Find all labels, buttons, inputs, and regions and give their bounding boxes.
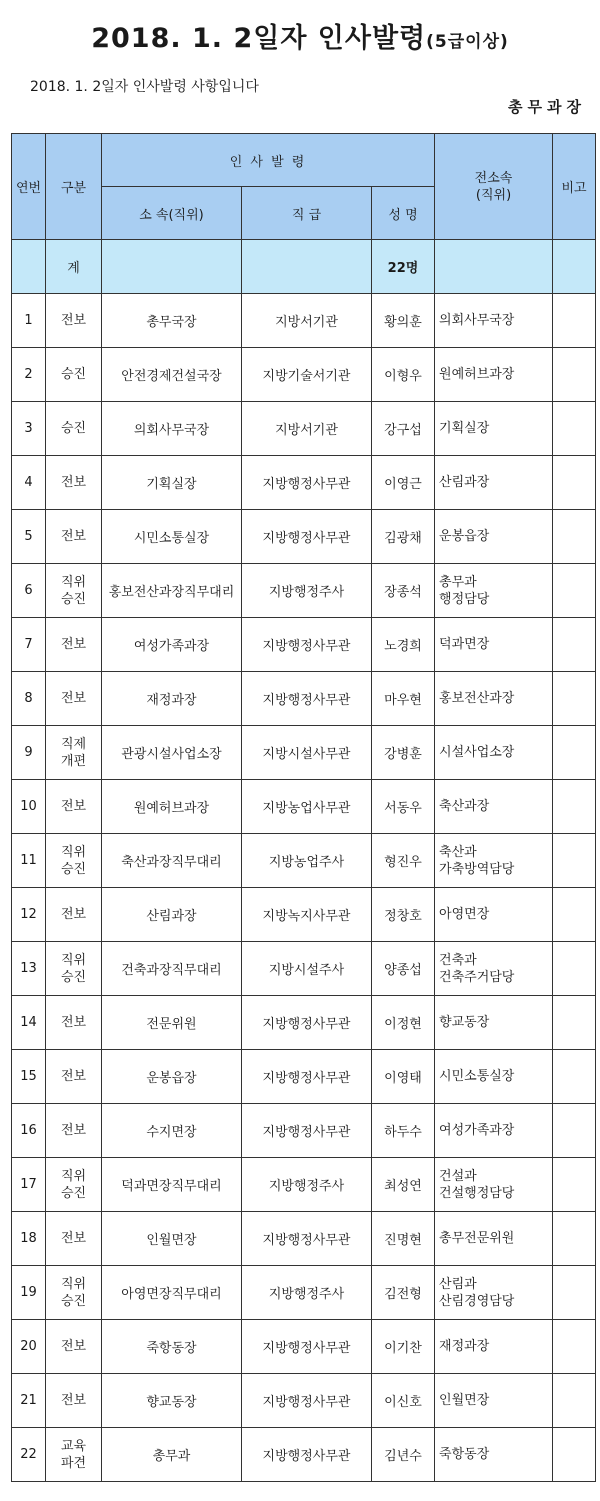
row-dept: 의회사무국장 [102, 402, 242, 456]
row-no: 2 [12, 348, 46, 402]
row-type: 전보 [46, 672, 102, 726]
total-no [12, 240, 46, 294]
row-note [553, 1428, 596, 1482]
table-row [12, 1320, 596, 1374]
table-row [12, 1428, 596, 1482]
row-dept: 운봉읍장 [102, 1050, 242, 1104]
row-name: 황의훈 [372, 294, 435, 348]
row-no: 19 [12, 1266, 46, 1320]
row-grade: 지방기술서기관 [242, 348, 372, 402]
row-no: 5 [12, 510, 46, 564]
table-row [12, 834, 596, 888]
row-type: 직위 승진 [46, 1158, 102, 1212]
row-name: 진명현 [372, 1212, 435, 1266]
table-header [12, 134, 596, 240]
total-label: 계 [46, 240, 102, 294]
row-name: 장종석 [372, 564, 435, 618]
row-note [553, 1374, 596, 1428]
table-row [12, 564, 596, 618]
row-prev: 산림과장 [435, 456, 553, 510]
row-note [553, 726, 596, 780]
header-dept: 소 속(직위) [102, 187, 242, 240]
row-note [553, 888, 596, 942]
row-grade: 지방행정사무관 [242, 1104, 372, 1158]
row-note [553, 1266, 596, 1320]
row-no: 15 [12, 1050, 46, 1104]
row-dept: 수지면장 [102, 1104, 242, 1158]
table-row [12, 672, 596, 726]
row-grade: 지방행정사무관 [242, 1374, 372, 1428]
row-name: 이신호 [372, 1374, 435, 1428]
row-name: 하두수 [372, 1104, 435, 1158]
table-row [12, 402, 596, 456]
row-prev: 재정과장 [435, 1320, 553, 1374]
table-row [12, 942, 596, 996]
row-name: 최성연 [372, 1158, 435, 1212]
table-row [12, 780, 596, 834]
row-dept: 전문위원 [102, 996, 242, 1050]
row-note [553, 510, 596, 564]
intro-text: 2018. 1. 2일자 인사발령 사항입니다 [30, 79, 259, 95]
row-dept: 관광시설사업소장 [102, 726, 242, 780]
row-type: 승진 [46, 348, 102, 402]
row-grade: 지방농업주사 [242, 834, 372, 888]
page-title [0, 16, 600, 55]
row-prev: 건설과 건설행정담당 [435, 1158, 553, 1212]
row-no: 9 [12, 726, 46, 780]
table-row [12, 726, 596, 780]
row-prev: 여성가족과장 [435, 1104, 553, 1158]
header-prev: 전소속 (직위) [435, 134, 553, 240]
total-dept [102, 240, 242, 294]
row-name: 마우현 [372, 672, 435, 726]
row-grade: 지방행정사무관 [242, 1428, 372, 1482]
row-note [553, 294, 596, 348]
row-no: 12 [12, 888, 46, 942]
table-row [12, 456, 596, 510]
row-note [553, 834, 596, 888]
row-no: 8 [12, 672, 46, 726]
row-prev: 운봉읍장 [435, 510, 553, 564]
row-note [553, 942, 596, 996]
personnel-table [11, 133, 596, 1482]
table-row [12, 618, 596, 672]
row-grade: 지방행정주사 [242, 1158, 372, 1212]
row-type: 전보 [46, 510, 102, 564]
header-grade: 직 급 [242, 187, 372, 240]
row-note [553, 672, 596, 726]
row-prev: 산림과 산림경영담당 [435, 1266, 553, 1320]
row-dept: 총무국장 [102, 294, 242, 348]
row-prev: 홍보전산과장 [435, 672, 553, 726]
row-grade: 지방행정사무관 [242, 996, 372, 1050]
header-note: 비고 [553, 134, 596, 240]
row-no: 16 [12, 1104, 46, 1158]
row-prev: 총무전문위원 [435, 1212, 553, 1266]
row-note [553, 618, 596, 672]
row-type: 전보 [46, 1320, 102, 1374]
row-type: 전보 [46, 1050, 102, 1104]
row-dept: 기획실장 [102, 456, 242, 510]
row-dept: 시민소통실장 [102, 510, 242, 564]
row-name: 형진우 [372, 834, 435, 888]
row-type: 전보 [46, 1104, 102, 1158]
row-type: 직위 승진 [46, 834, 102, 888]
row-note [553, 1104, 596, 1158]
row-grade: 지방행정사무관 [242, 672, 372, 726]
row-dept: 축산과장직무대리 [102, 834, 242, 888]
row-no: 22 [12, 1428, 46, 1482]
row-prev: 건축과 건축주거담당 [435, 942, 553, 996]
row-grade: 지방서기관 [242, 294, 372, 348]
row-type: 직위 승진 [46, 942, 102, 996]
row-name: 강구섭 [372, 402, 435, 456]
row-type: 전보 [46, 456, 102, 510]
row-note [553, 1212, 596, 1266]
row-grade: 지방서기관 [242, 402, 372, 456]
table-row [12, 1050, 596, 1104]
table-row [12, 1212, 596, 1266]
table-row [12, 348, 596, 402]
row-prev: 향교동장 [435, 996, 553, 1050]
row-dept: 홍보전산과장직무대리 [102, 564, 242, 618]
row-type: 전보 [46, 780, 102, 834]
table-row [12, 1158, 596, 1212]
row-type: 전보 [46, 1212, 102, 1266]
row-prev: 의회사무국장 [435, 294, 553, 348]
table-row [12, 888, 596, 942]
row-name: 김전형 [372, 1266, 435, 1320]
row-name: 김광채 [372, 510, 435, 564]
total-prev [435, 240, 553, 294]
row-name: 이영근 [372, 456, 435, 510]
row-type: 전보 [46, 888, 102, 942]
row-dept: 산림과장 [102, 888, 242, 942]
row-no: 7 [12, 618, 46, 672]
row-grade: 지방행정사무관 [242, 618, 372, 672]
row-grade: 지방농업사무관 [242, 780, 372, 834]
row-no: 21 [12, 1374, 46, 1428]
row-grade: 지방녹지사무관 [242, 888, 372, 942]
row-note [553, 456, 596, 510]
row-prev: 시설사업소장 [435, 726, 553, 780]
row-note [553, 564, 596, 618]
row-dept: 인월면장 [102, 1212, 242, 1266]
table-row [12, 1104, 596, 1158]
title-main: 2018. 1. 2일자 인사발령 [91, 23, 427, 54]
header-type: 구분 [46, 134, 102, 240]
row-no: 18 [12, 1212, 46, 1266]
table-row [12, 294, 596, 348]
row-note [553, 1050, 596, 1104]
row-note [553, 780, 596, 834]
row-no: 14 [12, 996, 46, 1050]
total-grade [242, 240, 372, 294]
row-type: 승진 [46, 402, 102, 456]
row-note [553, 402, 596, 456]
row-dept: 총무과 [102, 1428, 242, 1482]
row-name: 정창호 [372, 888, 435, 942]
row-no: 20 [12, 1320, 46, 1374]
table-body [12, 240, 596, 1482]
row-dept: 향교동장 [102, 1374, 242, 1428]
total-count: 22명 [372, 240, 435, 294]
row-prev: 축산과장 [435, 780, 553, 834]
row-no: 1 [12, 294, 46, 348]
table-row [12, 510, 596, 564]
row-no: 10 [12, 780, 46, 834]
header-group: 인 사 발 령 [102, 134, 435, 187]
row-name: 노경희 [372, 618, 435, 672]
row-note [553, 1320, 596, 1374]
row-no: 11 [12, 834, 46, 888]
row-name: 서동우 [372, 780, 435, 834]
table-row [12, 996, 596, 1050]
table-row [12, 1266, 596, 1320]
row-prev: 죽항동장 [435, 1428, 553, 1482]
row-type: 전보 [46, 618, 102, 672]
row-no: 4 [12, 456, 46, 510]
row-prev: 총무과 행정담당 [435, 564, 553, 618]
row-name: 양종섭 [372, 942, 435, 996]
row-grade: 지방행정사무관 [242, 1320, 372, 1374]
row-no: 17 [12, 1158, 46, 1212]
row-grade: 지방시설사무관 [242, 726, 372, 780]
row-prev: 축산과 가축방역담당 [435, 834, 553, 888]
row-type: 직위 승진 [46, 564, 102, 618]
total-note [553, 240, 596, 294]
total-row [12, 240, 596, 294]
row-type: 직제 개편 [46, 726, 102, 780]
row-prev: 기획실장 [435, 402, 553, 456]
row-prev: 원예허브과장 [435, 348, 553, 402]
row-name: 강병훈 [372, 726, 435, 780]
row-note [553, 348, 596, 402]
row-name: 이영태 [372, 1050, 435, 1104]
row-dept: 여성가족과장 [102, 618, 242, 672]
row-type: 직위 승진 [46, 1266, 102, 1320]
title-sub: (5급이상) [426, 32, 509, 52]
row-prev: 덕과면장 [435, 618, 553, 672]
row-grade: 지방행정주사 [242, 564, 372, 618]
row-dept: 건축과장직무대리 [102, 942, 242, 996]
row-type: 교육 파견 [46, 1428, 102, 1482]
row-no: 13 [12, 942, 46, 996]
header-no: 연번 [12, 134, 46, 240]
row-grade: 지방행정사무관 [242, 1050, 372, 1104]
row-type: 전보 [46, 294, 102, 348]
row-name: 이기찬 [372, 1320, 435, 1374]
row-type: 전보 [46, 996, 102, 1050]
row-no: 6 [12, 564, 46, 618]
row-prev: 아영면장 [435, 888, 553, 942]
row-dept: 죽항동장 [102, 1320, 242, 1374]
row-dept: 아영면장직무대리 [102, 1266, 242, 1320]
row-grade: 지방행정사무관 [242, 456, 372, 510]
row-dept: 덕과면장직무대리 [102, 1158, 242, 1212]
row-note [553, 1158, 596, 1212]
row-name: 이형우 [372, 348, 435, 402]
row-type: 전보 [46, 1374, 102, 1428]
row-dept: 재정과장 [102, 672, 242, 726]
row-grade: 지방행정사무관 [242, 510, 372, 564]
row-note [553, 996, 596, 1050]
signer-label: 총무과장 [508, 98, 586, 116]
row-prev: 인월면장 [435, 1374, 553, 1428]
row-prev: 시민소통실장 [435, 1050, 553, 1104]
row-grade: 지방행정주사 [242, 1266, 372, 1320]
row-grade: 지방행정사무관 [242, 1212, 372, 1266]
row-name: 김년수 [372, 1428, 435, 1482]
row-no: 3 [12, 402, 46, 456]
row-name: 이정현 [372, 996, 435, 1050]
header-name: 성 명 [372, 187, 435, 240]
row-grade: 지방시설주사 [242, 942, 372, 996]
row-dept: 안전경제건설국장 [102, 348, 242, 402]
row-dept: 원예허브과장 [102, 780, 242, 834]
table-row [12, 1374, 596, 1428]
